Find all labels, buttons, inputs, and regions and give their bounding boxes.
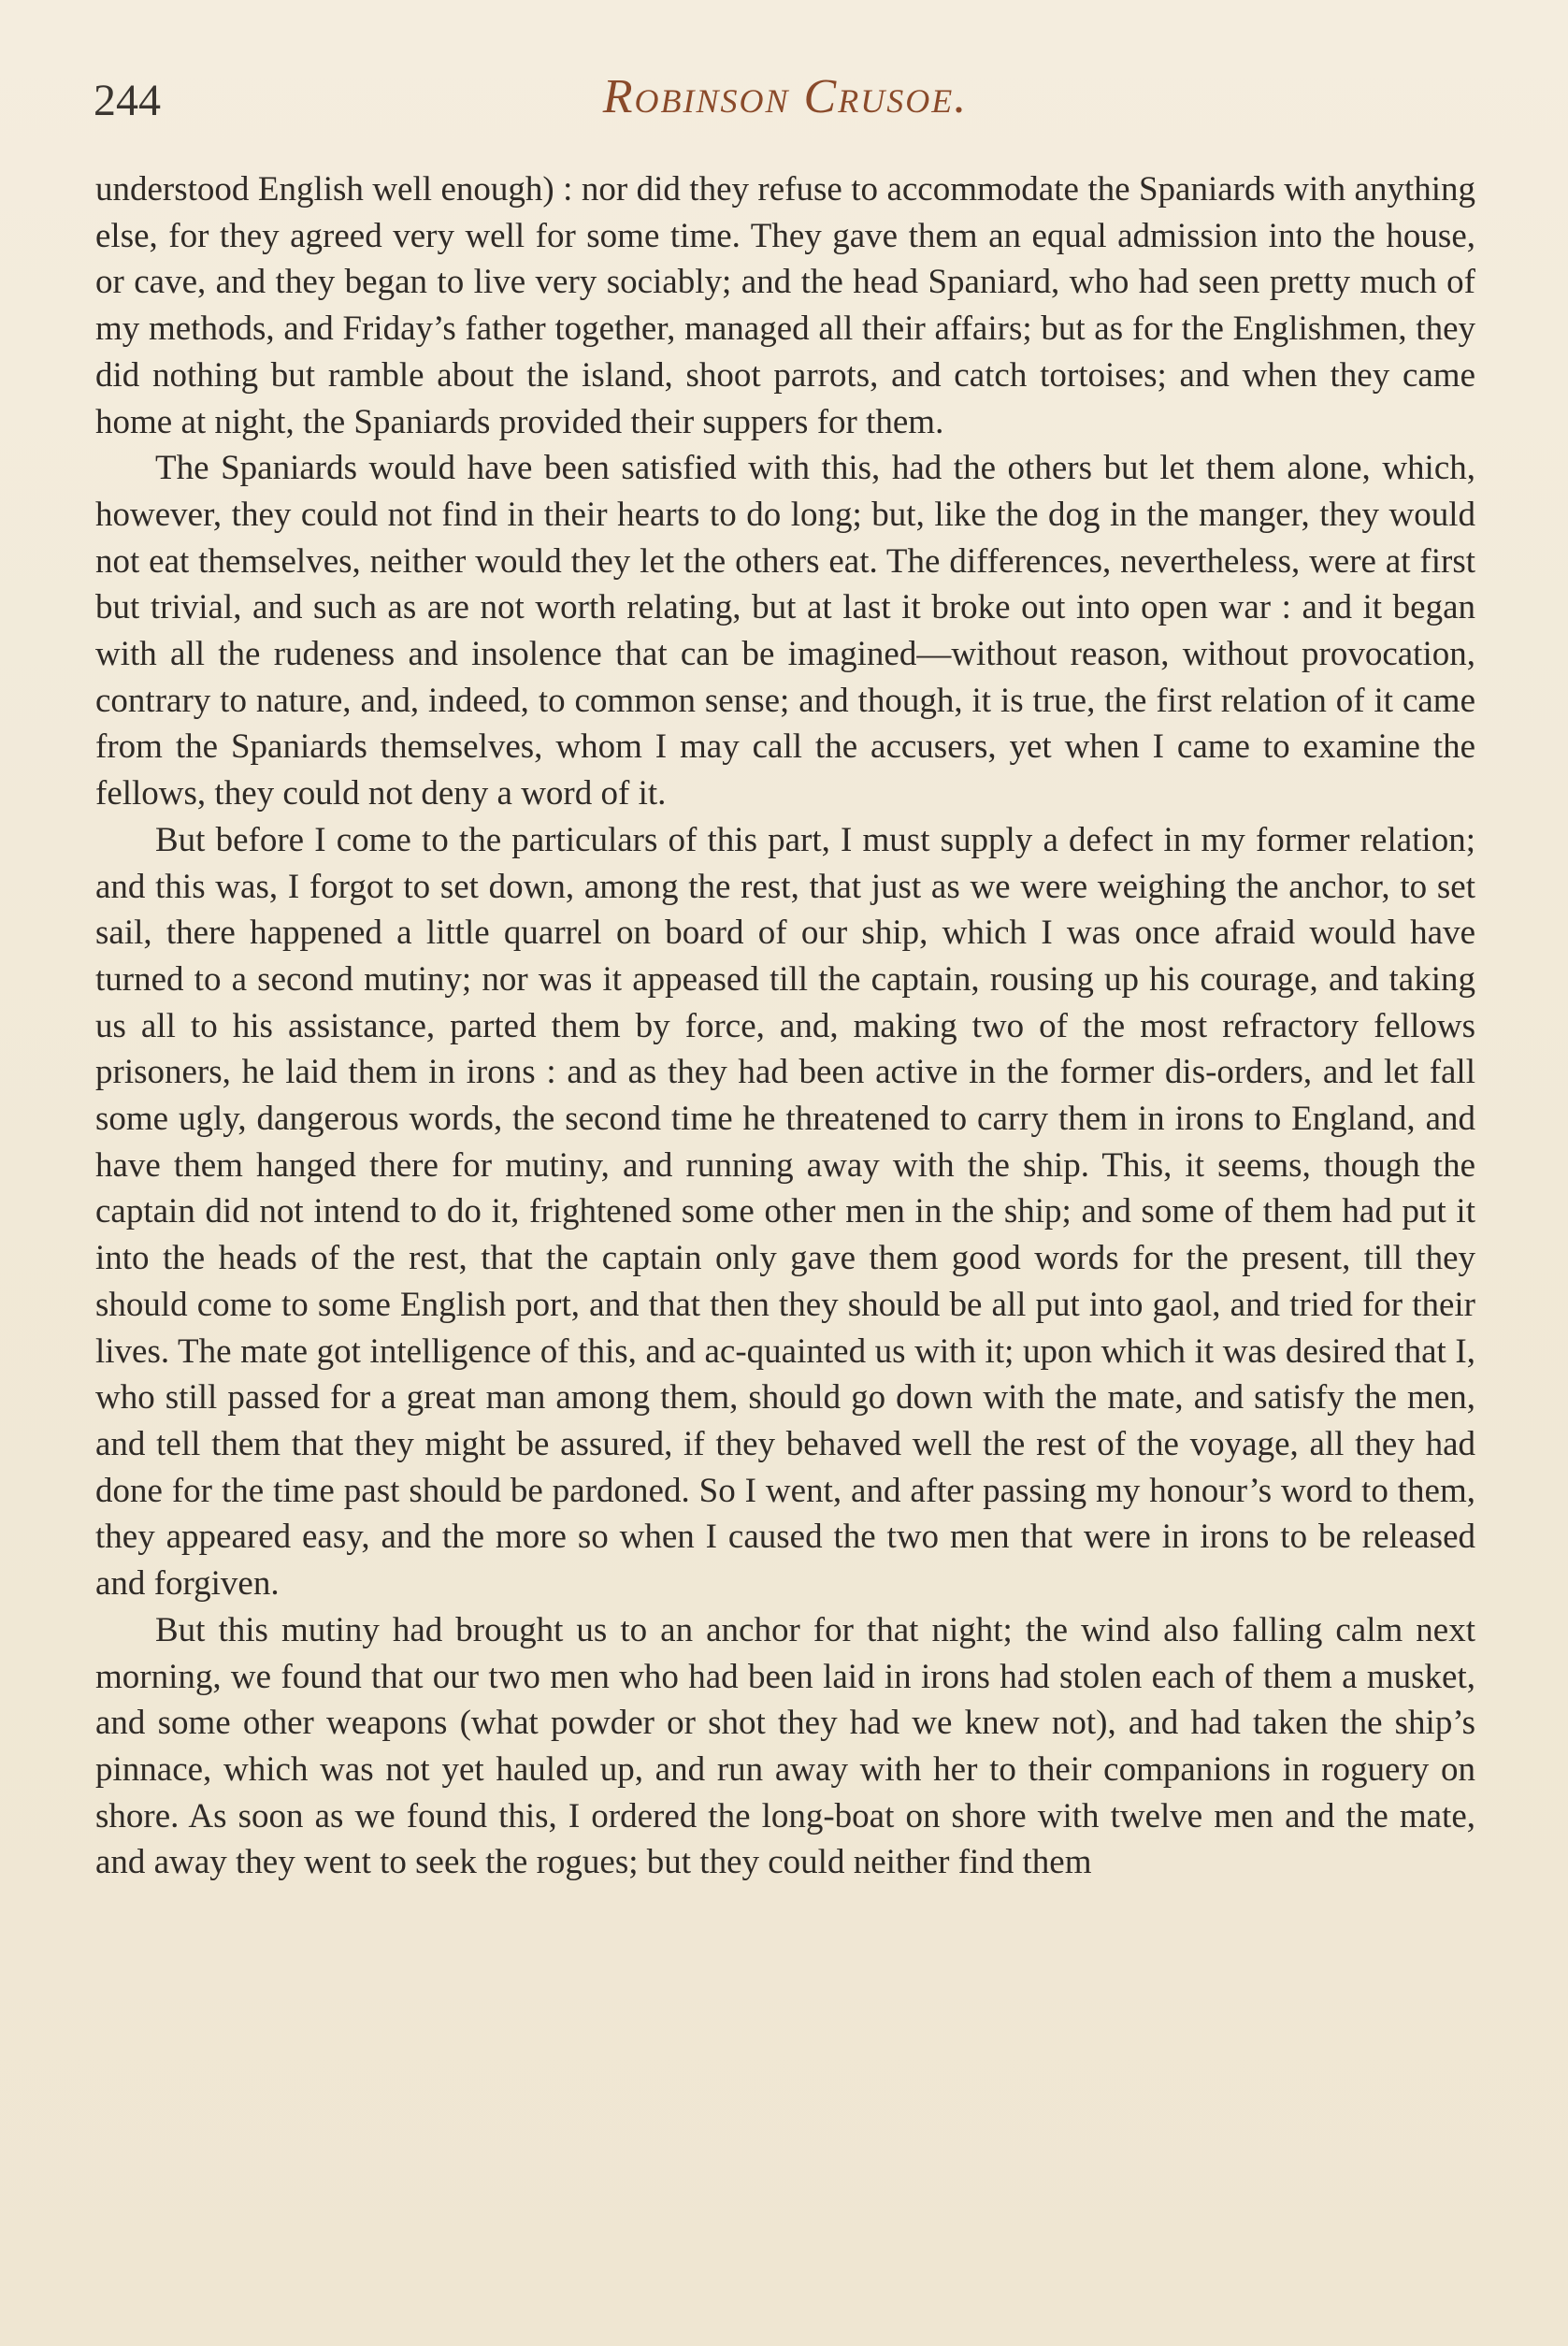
paragraph-2: The Spaniards would have been satisfied with this, had the others but let them alone, which, however, they could not find in their hearts to do long; but, like the dog in the manger, they would not eat themselves, neither would they let the others eat. The differences, nevertheless, were at first but trivial, and such as are not worth relating, but at last it broke out into open war : and it began with all the rudeness and insolence that can be imagined—without reason, without provocation, contrary to nature, and, indeed, to common sense; and though, it is true, the first relation of it came from the Spaniards themselves, whom I may call the accusers, yet when I came to examine the fellows, they could not deny a word of it. (95, 449, 1475, 813)
paragraph-3: But before I come to the particulars of this part, I must supply a defect in my former relation; and this was, I forgot to set down, among the rest, that just as we were weighing the anchor, to set sail, there happened a little quarrel on board of our ship, which I was once afraid would have turned to a second mutiny; nor was it appeased till the captain, rousing up his courage, and taking us all to his assistance, parted them by force, and, making two of the most refractory fellows prisoners, he laid them in irons : and as they had been active in the former dis-orders, and let fall some ugly, dangerous words, the second time he threatened to carry them in irons to England, and have them hanged there for mutiny, and running away with the ship. This, it seems, though the captain did not intend to do it, frightened some other men in the ship; and some of them had put it into the heads of the rest, that the captain only gave them good words for the present, till they should come to some English port, and that then they should be all put into gaol, and tried for their lives. The mate got intelligence of this, and ac-quainted us with it; upon which it was desired that I, who still passed for a great man among them, should go down with the mate, and satisfy the men, and tell them that they might be assured, if they behaved well the rest of the voyage, all they had done for the time past should be pardoned. So I went, and after passing my honour’s word to them, they appeared easy, and the more so when I caused the two men that were in irons to be released and forgiven. (95, 820, 1475, 1604)
body-text (95, 166, 1475, 1886)
page-header (94, 65, 1477, 140)
page-number: 244 (94, 76, 161, 125)
paragraph-4: But this mutiny had brought us to an anchor for that night; the wind also falling calm next morning, we found that our two men who had been laid in irons had stolen each of them a musket, and some other weapons (what powder or shot they had we knew not), and had taken the ship’s pinnace, which was not yet hauled up, and run away with her to their companions in roguery on shore. As soon as we found this, I ordered the long-boat on shore with twelve men and the mate, and away they went to seek the rogues; but they could neither find them (95, 1610, 1475, 1882)
paragraph-1: understood English well enough) : nor did they refuse to accommodate the Spaniards with anything else, for they agreed very well for some time. They gave them an equal admission into the house, or cave, and they began to live very sociably; and the head Spaniard, who had seen pretty much of my methods, and Friday’s father together, managed all their affairs; but as for the Englishmen, they did nothing but ramble about the island, shoot parrots, and catch tortoises; and when they came home at night, the Spaniards provided their suppers for them. (95, 170, 1475, 441)
running-title: Robinson Crusoe. (602, 70, 969, 123)
